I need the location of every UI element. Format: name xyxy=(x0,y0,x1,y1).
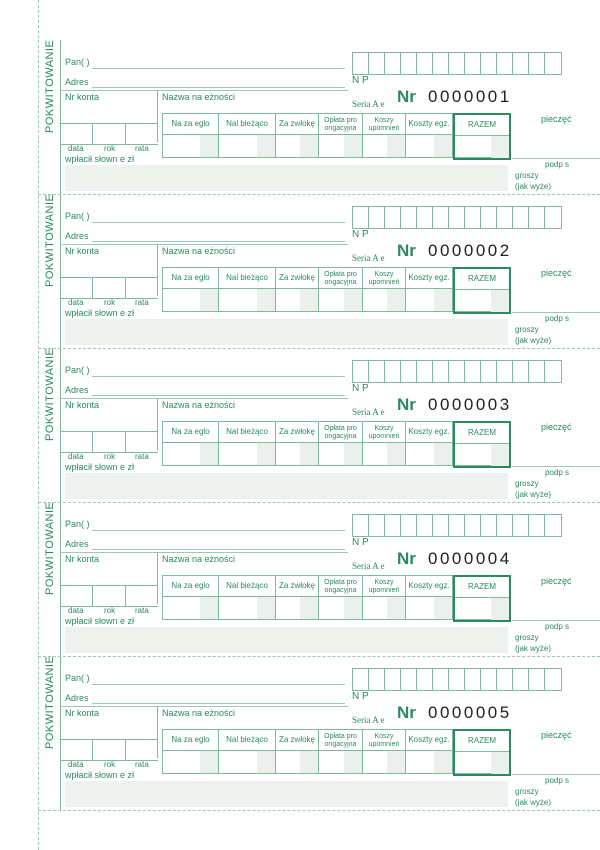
col-header: Koszty egz. xyxy=(406,730,452,751)
amount-words-field[interactable] xyxy=(65,319,508,345)
pan-label: Pan( ) xyxy=(65,211,90,221)
divider xyxy=(158,244,348,245)
account-label: Nr konta xyxy=(65,92,100,102)
amount-table xyxy=(162,575,511,620)
data-label: data xyxy=(68,144,84,153)
rok-label: rok xyxy=(104,452,116,461)
pan-label: Pan( ) xyxy=(65,365,90,375)
rok-label: rok xyxy=(104,606,116,615)
amount-words-field[interactable] xyxy=(65,473,508,499)
col-header: Na za eglo xyxy=(163,268,218,289)
col-header: Koszty egz. xyxy=(406,114,452,135)
receipt-section xyxy=(0,502,600,656)
pan-field[interactable] xyxy=(92,684,345,685)
account-label: Nr konta xyxy=(65,708,100,718)
side-label: POKWITOWANIE xyxy=(44,347,56,441)
stamp-label: pieczęć xyxy=(541,114,572,124)
side-label: POKWITOWANIE xyxy=(44,39,56,133)
grosze-label: groszy xyxy=(515,325,539,334)
col-header: Opłata pro ongacyjna xyxy=(319,422,362,443)
signature-label: podp s xyxy=(545,776,570,785)
receipt-section xyxy=(0,348,600,502)
np-label: N P xyxy=(352,691,369,702)
divider xyxy=(158,90,348,91)
series-label: Seria A e xyxy=(352,561,385,571)
col-header: Na za eglo xyxy=(163,730,218,751)
pan-field[interactable] xyxy=(92,530,345,531)
col-header: Za zwłokę xyxy=(276,422,318,443)
address-field[interactable] xyxy=(92,549,345,550)
total-header: RAZEM xyxy=(455,269,509,290)
side-label: POKWITOWANIE xyxy=(44,193,56,287)
receipt-number: 0000004 xyxy=(428,549,512,568)
amount-table xyxy=(162,421,511,466)
col-header: Koszy upomnień xyxy=(363,422,405,443)
account-number-grid[interactable] xyxy=(352,52,562,75)
col-header: Nal bieżąco xyxy=(219,730,275,751)
account-number-grid[interactable] xyxy=(352,668,562,691)
signature-line xyxy=(512,312,600,313)
name-label: Nazwa na eżności xyxy=(162,400,236,410)
grosze-label: groszy xyxy=(515,171,539,180)
col-header: Koszty egz. xyxy=(406,268,452,289)
data-cell[interactable] xyxy=(60,278,93,298)
as-above-label: (jak wyże) xyxy=(515,182,552,191)
total-header: RAZEM xyxy=(455,423,509,444)
grosze-label: groszy xyxy=(515,633,539,642)
amount-words-field[interactable] xyxy=(65,781,508,807)
pan-field[interactable] xyxy=(92,376,345,377)
amount-words-label: wpłacił słown e zł xyxy=(65,462,135,472)
receipt-section xyxy=(0,194,600,348)
stamp-label: pieczęć xyxy=(541,268,572,278)
total-header: RAZEM xyxy=(455,577,509,598)
stamp-label: pieczęć xyxy=(541,422,572,432)
rok-cell[interactable] xyxy=(93,740,126,760)
nr-label: Nr xyxy=(397,87,416,106)
rata-cell[interactable] xyxy=(126,124,158,144)
rok-label: rok xyxy=(104,760,116,769)
total-header: RAZEM xyxy=(455,731,509,752)
receipt-number: 0000002 xyxy=(428,241,512,260)
data-cell[interactable] xyxy=(60,740,93,760)
pan-label: Pan( ) xyxy=(65,673,90,683)
stamp-label: pieczęć xyxy=(541,730,572,740)
amount-words-label: wpłacił słown e zł xyxy=(65,616,135,626)
rata-label: rata xyxy=(135,760,149,769)
divider xyxy=(158,398,348,399)
col-header: Na za eglo xyxy=(163,576,218,597)
receipt-number: 0000001 xyxy=(428,87,512,106)
pan-label: Pan( ) xyxy=(65,57,90,67)
address-label: Adres xyxy=(65,539,89,549)
rok-cell[interactable] xyxy=(93,586,126,606)
rata-cell[interactable] xyxy=(126,278,158,298)
col-header: Opłata pro ongacyjna xyxy=(319,114,362,135)
col-header: Nal bieżąco xyxy=(219,422,275,443)
rata-cell[interactable] xyxy=(126,586,158,606)
col-header: Za zwłokę xyxy=(276,114,318,135)
col-header: Nal bieżąco xyxy=(219,114,275,135)
grosze-label: groszy xyxy=(515,787,539,796)
address-label: Adres xyxy=(65,77,89,87)
rata-label: rata xyxy=(135,606,149,615)
receipt-section xyxy=(0,40,600,194)
col-header: Opłata pro ongacyjna xyxy=(319,576,362,597)
name-label: Nazwa na eżności xyxy=(162,708,236,718)
col-header: Koszy upomnień xyxy=(363,730,405,751)
nr-label: Nr xyxy=(397,395,416,414)
amount-words-label: wpłacił słown e zł xyxy=(65,308,135,318)
rata-label: rata xyxy=(135,298,149,307)
rok-label: rok xyxy=(104,144,116,153)
col-header: Za zwłokę xyxy=(276,730,318,751)
data-cell[interactable] xyxy=(60,586,93,606)
side-label: POKWITOWANIE xyxy=(44,655,56,749)
rata-cell[interactable] xyxy=(126,740,158,760)
col-header: Koszy upomnień xyxy=(363,268,405,289)
series-label: Seria A e xyxy=(352,99,385,109)
series-label: Seria A e xyxy=(352,407,385,417)
np-label: N P xyxy=(352,383,369,394)
address-field[interactable] xyxy=(92,395,345,396)
data-label: data xyxy=(68,452,84,461)
data-label: data xyxy=(68,760,84,769)
section-separator xyxy=(38,810,600,811)
divider xyxy=(158,706,348,707)
account-number-grid[interactable] xyxy=(352,206,562,229)
data-cell[interactable] xyxy=(60,124,93,144)
col-header: Na za eglo xyxy=(163,422,218,443)
col-header: Opłata pro ongacyjna xyxy=(319,268,362,289)
name-label: Nazwa na eżności xyxy=(162,246,236,256)
amount-table xyxy=(162,729,511,774)
rata-label: rata xyxy=(135,144,149,153)
total-header: RAZEM xyxy=(455,115,509,136)
as-above-label: (jak wyże) xyxy=(515,798,552,807)
amount-table xyxy=(162,267,511,312)
divider xyxy=(158,552,348,553)
col-header: Koszy upomnień xyxy=(363,576,405,597)
address-label: Adres xyxy=(65,693,89,703)
amount-words-field[interactable] xyxy=(65,165,508,191)
as-above-label: (jak wyże) xyxy=(515,490,552,499)
rok-cell[interactable] xyxy=(93,432,126,452)
amount-table xyxy=(162,113,511,158)
address-label: Adres xyxy=(65,385,89,395)
col-header: Nal bieżąco xyxy=(219,576,275,597)
signature-label: podp s xyxy=(545,468,570,477)
signature-label: podp s xyxy=(545,160,570,169)
col-header: Za zwłokę xyxy=(276,268,318,289)
account-label: Nr konta xyxy=(65,400,100,410)
nr-label: Nr xyxy=(397,241,416,260)
amount-words-label: wpłacił słown e zł xyxy=(65,154,135,164)
nr-label: Nr xyxy=(397,549,416,568)
col-header: Koszy upomnień xyxy=(363,114,405,135)
col-header: Koszty egz. xyxy=(406,422,452,443)
amount-words-label: wpłacił słown e zł xyxy=(65,770,135,780)
side-label: POKWITOWANIE xyxy=(44,501,56,595)
rok-label: rok xyxy=(104,298,116,307)
signature-label: podp s xyxy=(545,314,570,323)
pan-field[interactable] xyxy=(92,68,345,69)
pan-field[interactable] xyxy=(92,222,345,223)
receipt-number: 0000003 xyxy=(428,395,512,414)
amount-words-field[interactable] xyxy=(65,627,508,653)
address-field[interactable] xyxy=(92,703,345,704)
receipt-number: 0000005 xyxy=(428,703,512,722)
data-label: data xyxy=(68,298,84,307)
receipt-section xyxy=(0,656,600,810)
data-label: data xyxy=(68,606,84,615)
col-header: Opłata pro ongacyjna xyxy=(319,730,362,751)
stamp-label: pieczęć xyxy=(541,576,572,586)
col-header: Koszty egz. xyxy=(406,576,452,597)
as-above-label: (jak wyże) xyxy=(515,336,552,345)
col-header: Za zwłokę xyxy=(276,576,318,597)
col-header: Nal bieżąco xyxy=(219,268,275,289)
name-label: Nazwa na eżności xyxy=(162,92,236,102)
name-label: Nazwa na eżności xyxy=(162,554,236,564)
account-label: Nr konta xyxy=(65,246,100,256)
grosze-label: groszy xyxy=(515,479,539,488)
address-field[interactable] xyxy=(92,241,345,242)
account-number-grid[interactable] xyxy=(352,514,562,537)
col-header: Na za eglo xyxy=(163,114,218,135)
signature-line xyxy=(512,158,600,159)
rata-cell[interactable] xyxy=(126,432,158,452)
rata-label: rata xyxy=(135,452,149,461)
rok-cell[interactable] xyxy=(93,124,126,144)
nr-label: Nr xyxy=(397,703,416,722)
signature-line xyxy=(512,466,600,467)
series-label: Seria A e xyxy=(352,715,385,725)
data-cell[interactable] xyxy=(60,432,93,452)
series-label: Seria A e xyxy=(352,253,385,263)
pan-label: Pan( ) xyxy=(65,519,90,529)
np-label: N P xyxy=(352,75,369,86)
address-label: Adres xyxy=(65,231,89,241)
np-label: N P xyxy=(352,537,369,548)
account-label: Nr konta xyxy=(65,554,100,564)
address-field[interactable] xyxy=(92,87,345,88)
as-above-label: (jak wyże) xyxy=(515,644,552,653)
np-label: N P xyxy=(352,229,369,240)
signature-line xyxy=(512,620,600,621)
signature-line xyxy=(512,774,600,775)
signature-label: podp s xyxy=(545,622,570,631)
rok-cell[interactable] xyxy=(93,278,126,298)
account-number-grid[interactable] xyxy=(352,360,562,383)
